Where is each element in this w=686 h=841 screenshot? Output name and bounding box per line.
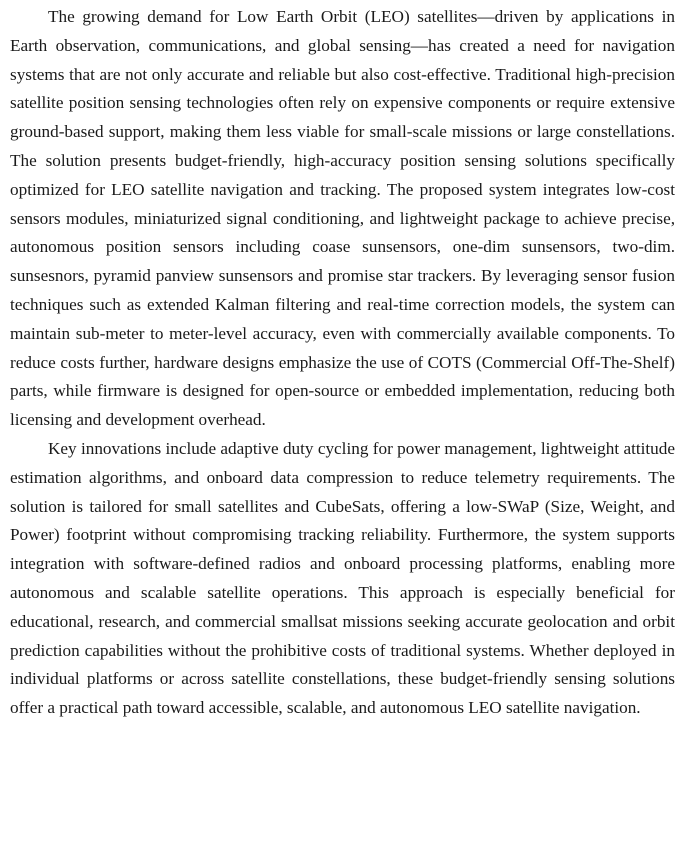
body-paragraph-1: The growing demand for Low Earth Orbit (LEO) satellites—driven by applications in Earth observation, communications, and global sensing—has created a need for navigation systems that are not only accurate and reliable but also cost-effective. Traditional high-precision satellite position sensing technologies often rely on expensive components or require extensive ground-based support, making them less viable for small-scale missions or large constellations. The solution presents budget-friendly, high-accuracy position sensing solutions specifically optimized for LEO satellite navigation and tracking. The proposed system integrates low-cost sensors modules, miniaturized signal conditioning, and lightweight package to achieve precise, autonomous position sensors including coase sunsensors, one-dim sunsensors, two-dim. sunsesnors, pyramid panview sunsensors and promise star trackers. By leveraging sensor fusion techniques such as extended Kalman filtering and real-time correction models, the system can maintain sub-meter to meter-level accuracy, even with commercially available components. To reduce costs further, hardware designs emphasize the use of COTS (Commercial Off-The-Shelf) parts, while firmware is designed for open-source or embedded implementation, reducing both licensing and development overhead.	[10, 7, 675, 430]
body-paragraph-2: Key innovations include adaptive duty cycling for power management, lightweight attitude estimation algorithms, and onboard data compression to reduce telemetry requirements. The solution is tailored for small satellites and CubeSats, offering a low-SWaP (Size, Weight, and Power) footprint without compromising tracking reliability. Furthermore, the system supports integration with software-defined radios and onboard processing platforms, enabling more autonomous and scalable satellite operations. This approach is especially beneficial for educational, research, and commercial smallsat missions seeking accurate geolocation and orbit prediction capabilities without the prohibitive costs of traditional systems. Whether deployed in individual platforms or across satellite constellations, these budget-friendly sensing solutions offer a practical path toward accessible, scalable, and autonomous LEO satellite navigation.	[10, 438, 675, 718]
